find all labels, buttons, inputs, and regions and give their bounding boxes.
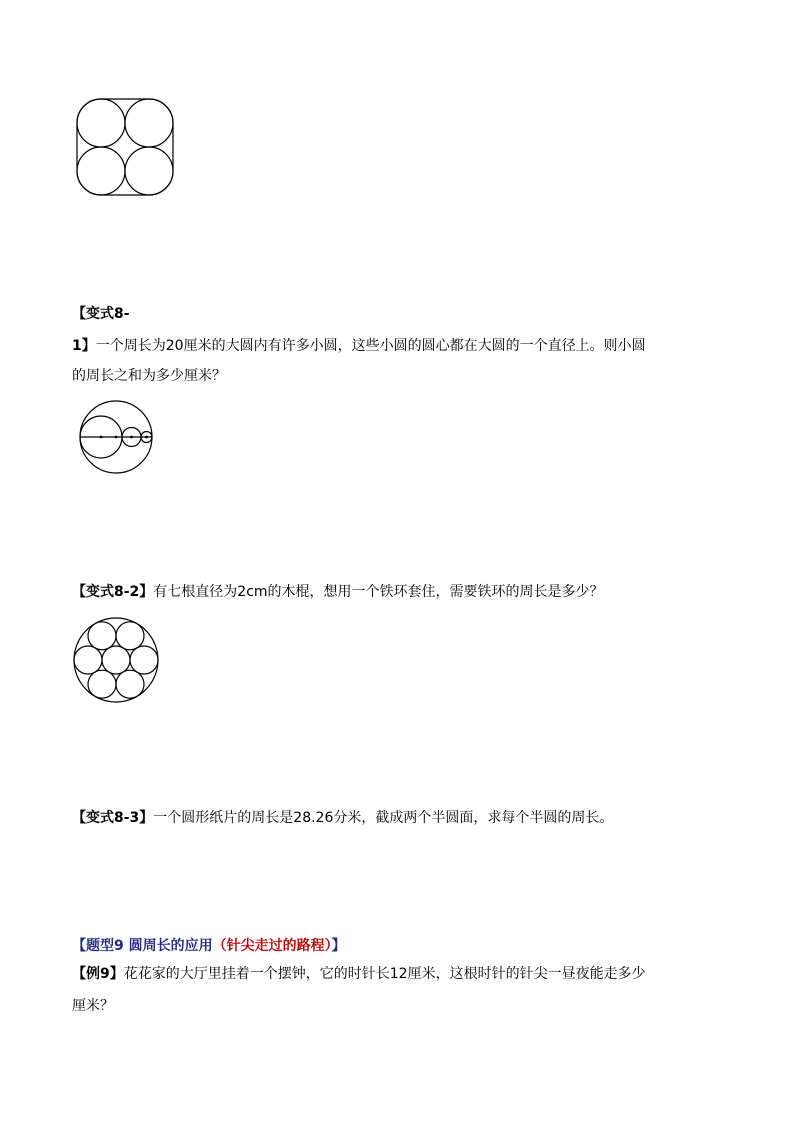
variant-8-2-question: 有七根直径为2cm的木棍，想用一个铁环套住，需要铁环的周长是多少？ <box>153 584 604 600</box>
inner-circle-bottom-left <box>88 670 116 698</box>
four-circles-figure <box>76 98 176 198</box>
inner-circle-left <box>74 646 102 674</box>
inner-circle-right <box>130 646 158 674</box>
variant-8-3-line <box>72 808 613 828</box>
variant-8-1-label-line2: 1】 <box>72 338 96 354</box>
example-9-line1 <box>72 964 646 984</box>
circle-bottom-left <box>77 147 125 195</box>
variant-8-3-question: 一个圆形纸片的周长是28.26分米，截成两个半圆面，求每个半圆的周长。 <box>153 810 614 826</box>
circle-top-left <box>77 99 125 147</box>
topic-9-highlight: （针尖走过的路程） <box>212 938 332 954</box>
example-9-question-line1: 花花家的大厅里挂着一个摆钟，它的时针长12厘米，这根时针的针尖一昼夜能走多少 <box>123 966 646 982</box>
variant-8-1-label-line1: 【变式8- <box>72 306 130 322</box>
variant-8-1-line1 <box>72 336 646 356</box>
center-dot-2 <box>115 436 118 439</box>
inner-circle-top-right <box>116 622 144 650</box>
inner-circle-top-left <box>88 622 116 650</box>
inner-circle-center <box>102 646 130 674</box>
topic-9-suffix: 】 <box>331 938 346 954</box>
circle-bottom-right <box>125 147 173 195</box>
rounded-square <box>77 99 173 195</box>
center-dot-4 <box>145 436 148 439</box>
center-dot-3 <box>130 436 133 439</box>
topic-9-heading <box>72 936 346 956</box>
outer-ring <box>74 618 158 702</box>
variant-8-1-question-line2: 的周长之和为多少厘米？ <box>72 368 226 384</box>
variant-8-2-label: 【变式8-2】 <box>72 584 154 600</box>
variant-8-1-question-line1: 一个周长为20厘米的大圆内有许多小圆，这些小圆的圆心都在大圆的一个直径上。则小圆 <box>95 338 646 354</box>
center-dot-1 <box>100 436 103 439</box>
example-9-label: 【例9】 <box>72 966 124 982</box>
variant-8-3-label: 【变式8-3】 <box>72 810 154 826</box>
circle-top-right <box>125 99 173 147</box>
inner-circle-bottom-right <box>116 670 144 698</box>
variant-8-2-line <box>72 582 604 602</box>
seven-circles-figure <box>73 617 161 705</box>
circles-on-diameter-figure <box>78 402 158 474</box>
topic-9-prefix: 【题型9 圆周长的应用 <box>72 938 213 954</box>
example-9-question-line2: 厘米？ <box>72 998 114 1014</box>
